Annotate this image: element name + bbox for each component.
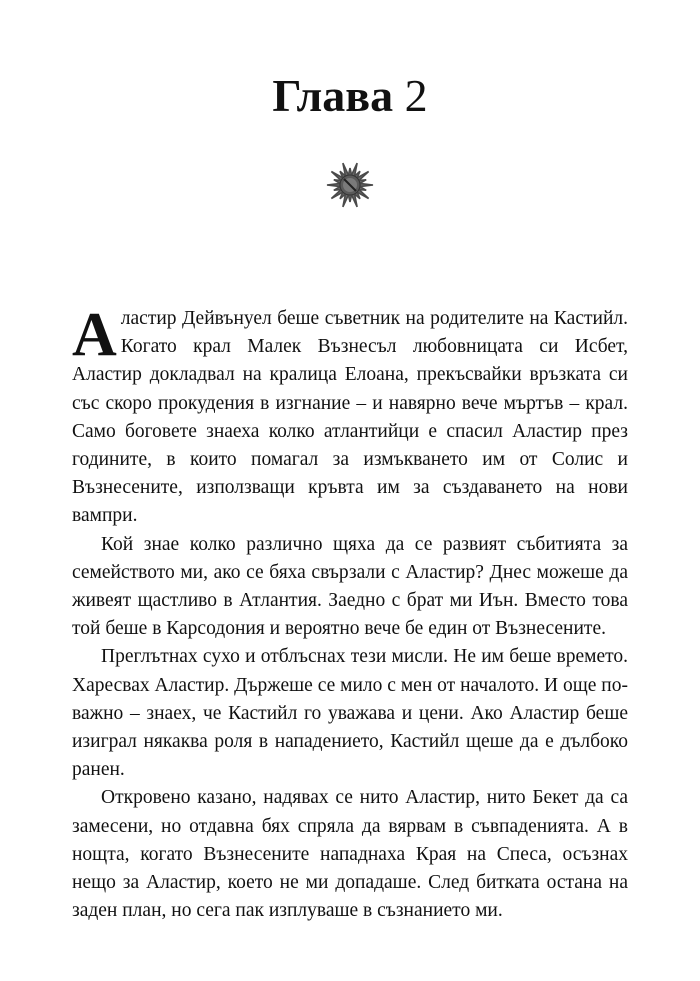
chapter-heading: [0, 68, 700, 124]
sun-ray: [348, 195, 351, 202]
drop-cap: А: [72, 301, 117, 369]
chapter-title-word: Глава: [272, 70, 394, 121]
paragraph: [72, 301, 628, 531]
chapter-text: [72, 301, 628, 925]
paragraph-text: ластир Дейвънуел беше съветник на родителите на Кастийл. Когато крал Малек Възнесъл любовницата си Исбет, Аластир докладвал на кралица Елоана, прекъсвайки връзката си със скоро прокудения в изгнание – и навярно вече мъртъв – крал. Само боговете знаеха колко атлантийци е спасил Аластир през годините, в които помагал за измъкването им от Солис и Възнесените, използващи кръвта им за създаването на нови вампри.: [72, 308, 628, 527]
paragraph: Откровено казано, надявах се нито Аластир, нито Бекет да са замесени, но отдавна бях спряла да вярвам в съвпаденията. А в нощта, когато Възнесените нападнаха Края на Спеса, осъзнах нещо за Аластир, което не ми допадаше. След битката остана на заден план, но сега пак изплуваше в съзнанието ми.: [72, 787, 628, 922]
paragraph: Кой знае колко различно щяха да се развият събитията за семейството ми, ако се бяха свързали с Аластир? Днес можеше да живеят щастливо в Атлантия. Заедно с брат ми Иън. Вместо това той беше в Карсодония и вероятно вече бе един от Възнесените.: [72, 533, 628, 640]
sun-ornament-icon: [325, 160, 375, 210]
chapter-number: 2: [404, 70, 428, 121]
paragraph: Преглътнах сухо и отблъснах тези мисли. Не им беше времето. Харесвах Аластир. Държеше се мило с мен от началото. И още по-важно – знаех, че Кастийл го уважава и цени. Ако Аластир беше изиграл някаква роля в нападението, Кастийл щеше да е дълбоко ранен.: [72, 646, 628, 781]
sun-ray: [348, 168, 351, 175]
sun-ray: [360, 183, 373, 186]
sun-ray: [327, 183, 340, 186]
